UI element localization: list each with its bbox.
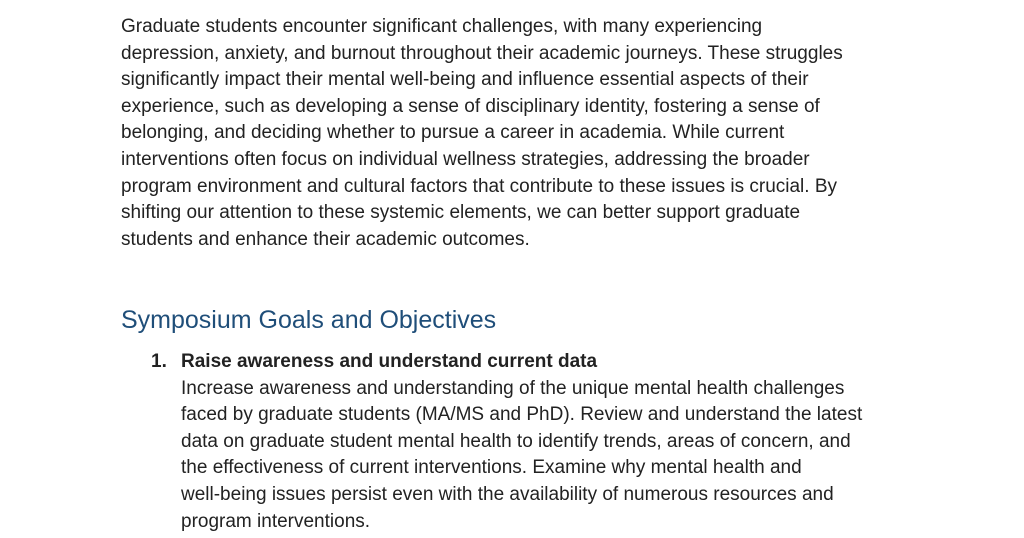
goal-title: Raise awareness and understand current data [181, 351, 598, 372]
goal-description-line: Increase awareness and understanding of the unique mental health challenges [181, 377, 845, 399]
intro-line: experience, such as developing a sense of disciplinary identity, fostering a sense of [121, 95, 820, 117]
intro-line: Graduate students encounter significant challenges, with many experiencing [121, 16, 763, 37]
intro-line: shifting our attention to these systemic elements, we can better support graduate [121, 202, 801, 224]
goal-item [151, 349, 911, 535]
goal-description-line: faced by graduate students (MA/MS and PhD). Review and understand the latest [181, 404, 863, 426]
goal-description [181, 376, 911, 536]
section-heading: Symposium Goals and Objectives [121, 306, 497, 334]
intro-line: belonging, and deciding whether to pursue a career in academia. While current [121, 122, 785, 144]
intro-line: depression, anxiety, and burnout throughout their academic journeys. These struggles [121, 42, 843, 64]
goals-list [151, 349, 911, 535]
goal-description-line: well-being issues persist even with the availability of numerous resources and [181, 483, 834, 505]
intro-line: significantly impact their mental well-being and influence essential aspects of their [121, 69, 809, 91]
goal-description-line: the effectiveness of current interventions. Examine why mental health and [181, 457, 802, 479]
goal-description-line: data on graduate student mental health to identify trends, areas of concern, and [181, 430, 851, 452]
intro-line: program environment and cultural factors that contribute to these issues is crucial. By [121, 175, 838, 197]
intro-line: interventions often focus on individual wellness strategies, addressing the broader [121, 148, 810, 170]
goal-number: 1. [151, 351, 167, 372]
intro-paragraph [121, 14, 901, 253]
intro-line: students and enhance their academic outcomes. [121, 228, 530, 250]
goal-description-line: program interventions. [181, 510, 371, 532]
